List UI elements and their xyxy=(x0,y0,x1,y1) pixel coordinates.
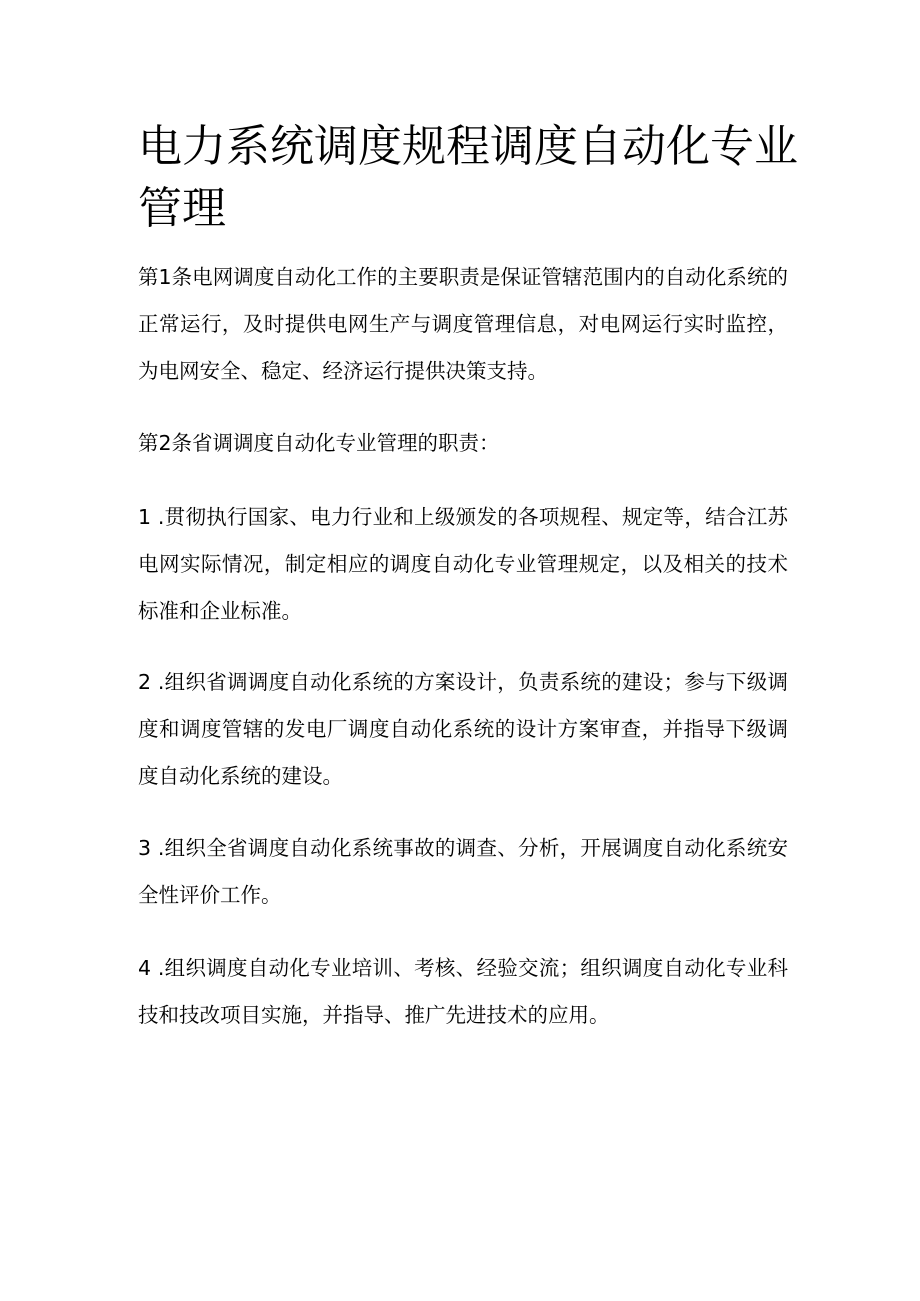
list-item-4: 4 .组织调度自动化专业培训、考核、经验交流；组织调度自动化专业科技和技改项目实施，并指导、推广先进技术的应用。 xyxy=(138,956,788,1027)
paragraph-article-1: 第1条电网调度自动化工作的主要职责是保证管辖范围内的自动化系统的正常运行，及时提供电网生产与调度管理信息，对电网运行实时监控，为电网安全、稳定、经济运行提供决策支持。 xyxy=(138,265,788,383)
list-item-2: 2 .组织省调调度自动化系统的方案设计，负责系统的建设；参与下级调度和调度管辖的发电厂调度自动化系统的设计方案审查，并指导下级调度自动化系统的建设。 xyxy=(138,670,788,788)
document-title: 电力系统调度规程调度自动化专业管理 xyxy=(138,121,798,234)
list-item-1: 1 .贯彻执行国家、电力行业和上级颁发的各项规程、规定等，结合江苏电网实际情况，制定相应的调度自动化专业管理规定，以及相关的技术标准和企业标准。 xyxy=(138,505,788,623)
paragraph-article-2: 第2条省调调度自动化专业管理的职责： xyxy=(138,431,500,455)
list-item-3: 3 .组织全省调度自动化系统事故的调查、分析，开展调度自动化系统安全性评价工作。 xyxy=(138,836,788,907)
